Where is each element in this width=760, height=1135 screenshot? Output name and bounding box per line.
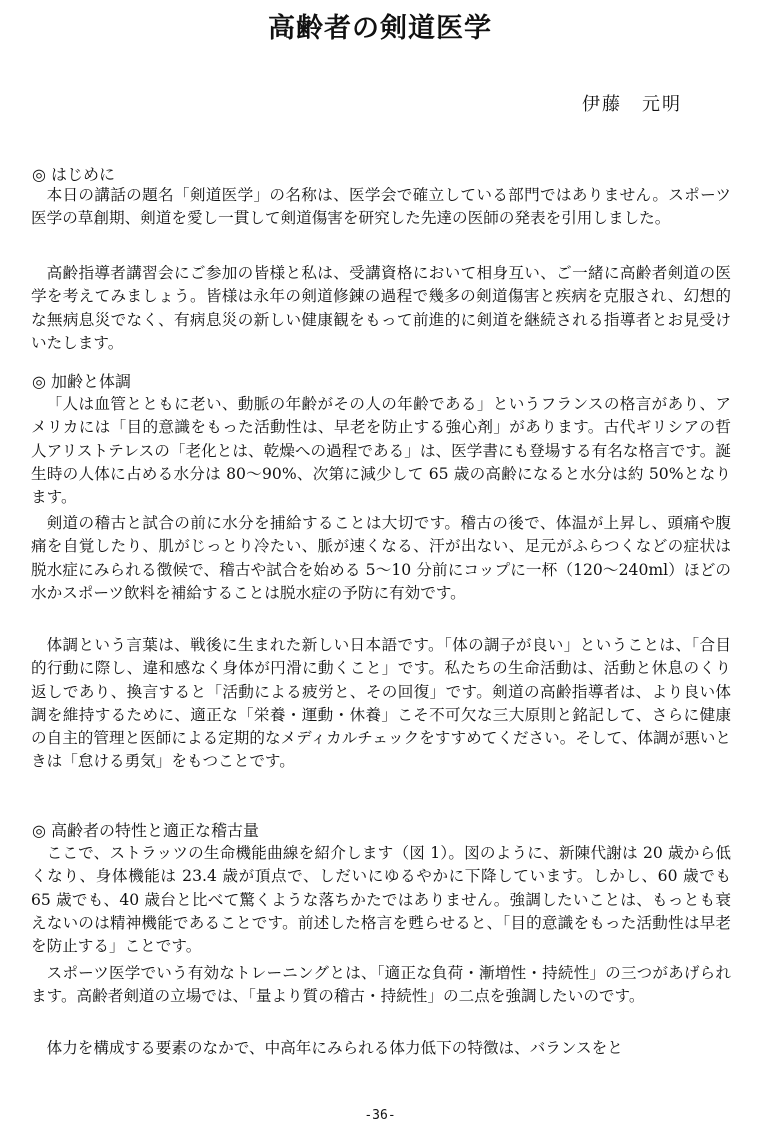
section-heading-introduction: ◎ はじめに	[32, 165, 116, 184]
section-heading-aging-and-condition: ◎ 加齢と体調	[32, 372, 132, 391]
paragraph: 体調という言葉は、戦後に生まれた新しい日本語です。「体の調子が良い」ということは、「合目的行動に際し、違和感なく身体が円滑に動くこと」です。私たちの生命活動は、活動と休息のくり返しであり、換言すると「活動による疲労と、その回復」です。剣道の高齢指導者は、より良い体調を維持するために、適正な「栄養・運動・休養」こそ不可欠な三大原則と銘記して、さらに健康の自主的管理と医師による定期的なメディカルチェックをすすめてください。そして、体調が悪いときは「怠ける勇気」をもつことです。	[31, 636, 731, 771]
paragraph: 本日の講話の題名「剣道医学」の名称は、医学会で確立している部門ではありません。スポーツ医学の草創期、剣道を愛し一貫して剣道傷害を研究した先達の医師の発表を引用しました。	[31, 186, 731, 228]
paragraph: ここで、ストラッツの生命機能曲線を紹介します（図 1）。図のように、新陳代謝は 20 歳から低くなり、身体機能は 23.4 歳が頂点で、しだいにゆるやかに下降しています。しかし、60 歳でも 65 歳でも、40 歳台と比べて驚くような落ちかたではありません。強調したいことは、もっとも衰えないのは精神機能であることです。前述した格言を甦らせると、「目的意識をもった活動性は早老を防止する」ことです。	[31, 844, 731, 956]
paragraph: 剣道の稽古と試合の前に水分を捕給することは大切です。稽古の後で、体温が上昇し、頭痛や腹痛を自覚したり、肌がじっとり冷たい、脈が速くなる、汗が出ない、足元がふらつくなどの症状は脱水症にみられる徴候で、稽古や試合を始める 5～10 分前にコップに一杯（120～240ml）ほどの水かスポーツ飲料を補給することは脱水症の予防に有効です。	[31, 514, 731, 602]
author-name: 伊藤 元明	[582, 94, 682, 115]
section-heading-elderly-characteristics: ◎ 高齢者の特性と適正な稽古量	[32, 821, 260, 840]
document-title: 高齢者の剣道医学	[268, 13, 492, 44]
paragraph: 「人は血管とともに老い、動脈の年齢がその人の年齢である」というフランスの格言があり、アメリカには「目的意識をもった活動性は、早老を防止する強心剤」があります。古代ギリシアの哲人アリストテレスの「老化とは、乾燥への過程である」は、医学書にも登場する有名な格言です。誕生時の人体に占める水分は 80～90%、次第に減少して 65 歳の高齢になると水分は約 50%となります。	[31, 395, 731, 507]
paragraph: スポーツ医学でいう有効なトレーニングとは、「適正な負荷・漸増性・持続性」の三つがあげられます。高齢者剣道の立場では、「量より質の稽古・持続性」の二点を強調したいのです。	[31, 964, 731, 1006]
page-number: -36-	[364, 1108, 396, 1123]
paragraph: 体力を構成する要素のなかで、中高年にみられる体力低下の特徴は、バランスをと	[46, 1039, 623, 1057]
paragraph: 高齢指導者講習会にご参加の皆様と私は、受講資格において相身互い、ご一緒に高齢者剣道の医学を考えてみましょう。皆様は永年の剣道修錬の過程で幾多の剣道傷害と疾病を克服され、幻想的な無病息災でなく、有病息災の新しい健康観をもって前進的に剣道を継続される指導者とお見受けいたします。	[31, 264, 731, 352]
